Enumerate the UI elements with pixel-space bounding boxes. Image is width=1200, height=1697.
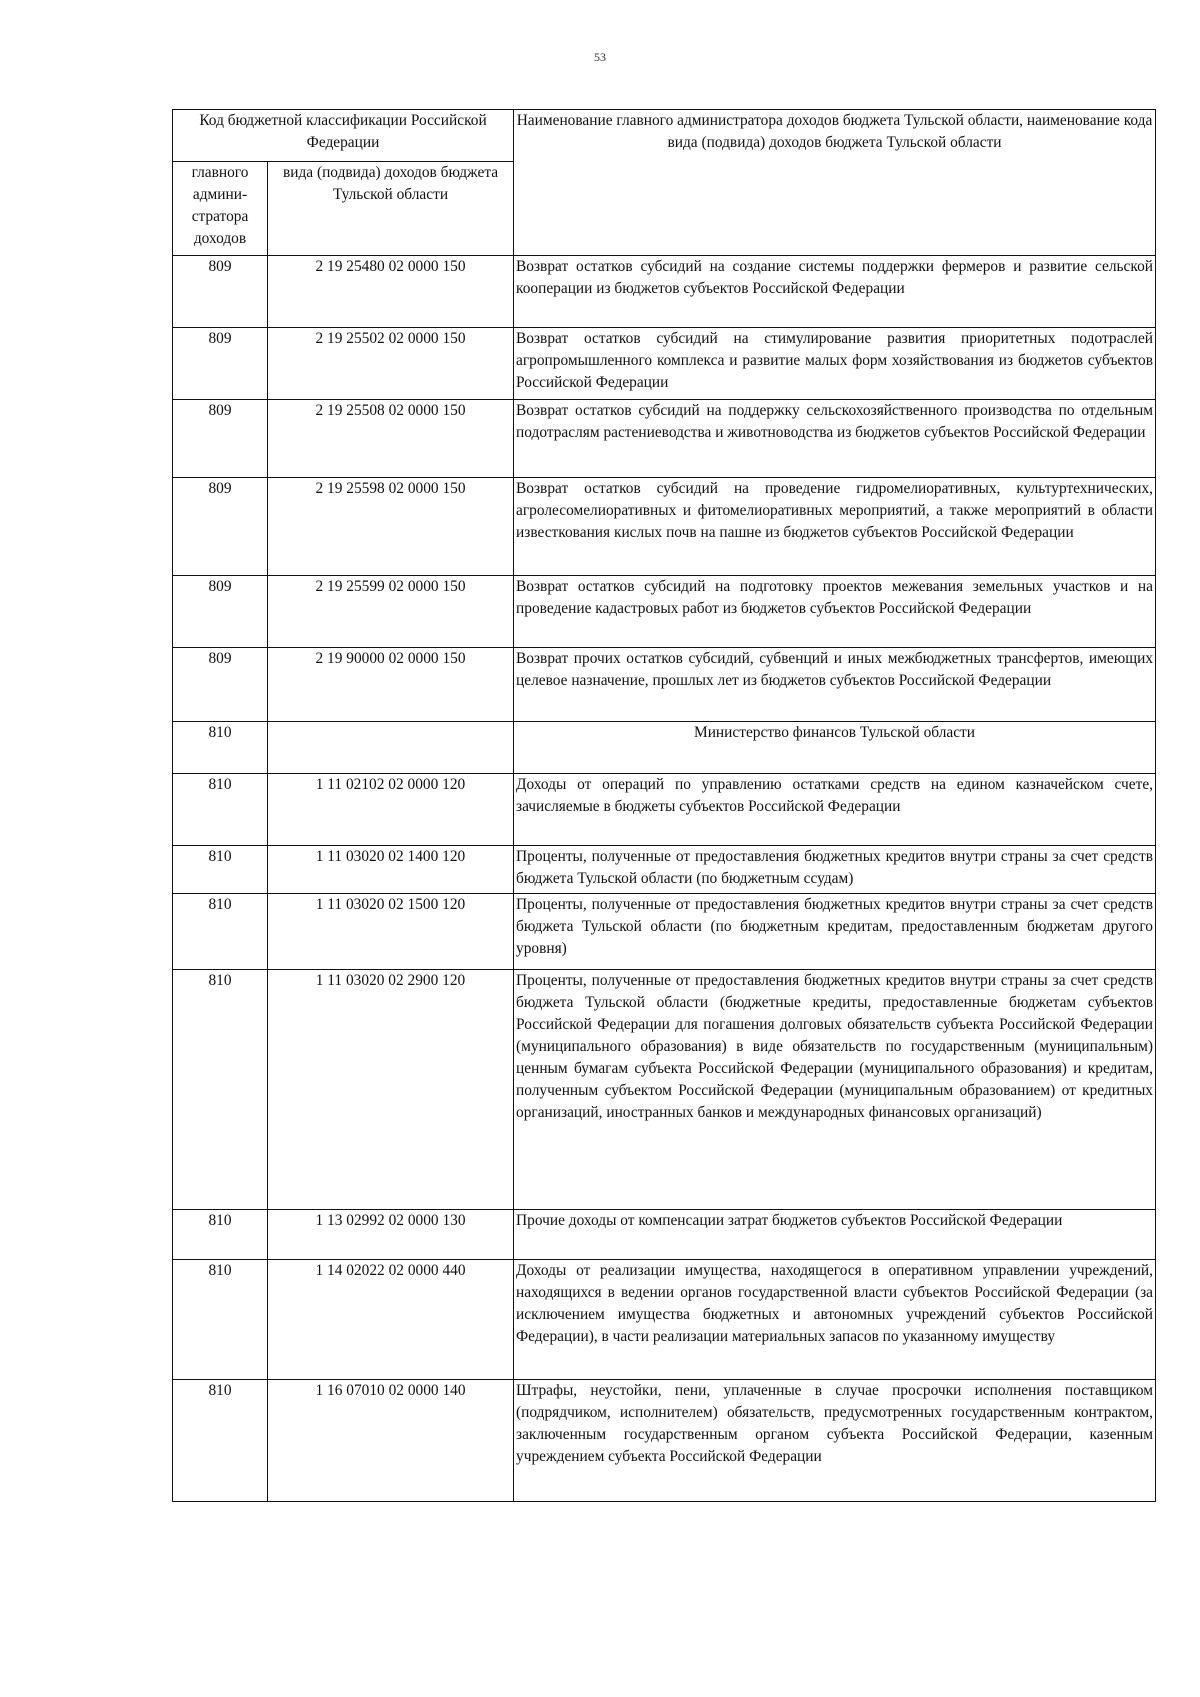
table-row	[173, 648, 1156, 722]
table-row	[173, 576, 1156, 648]
admin-code: 809	[173, 576, 268, 648]
income-code: 1 16 07010 02 0000 140	[268, 1380, 514, 1502]
income-code: 2 19 25598 02 0000 150	[268, 478, 514, 576]
table-row	[173, 256, 1156, 328]
administrator-name: Министерство финансов Тульской области	[514, 722, 1156, 774]
income-name: Штрафы, неустойки, пени, уплаченные в случае просрочки исполнения поставщиком (подрядчиком, исполнителем) обязательств, предусмотренных государственным контрактом, заключенным государственным органом субъекта Российской Федерации, казенным учреждением субъекта Российской Федерации	[514, 1380, 1156, 1502]
page-number: 53	[594, 50, 606, 64]
income-code: 1 11 03020 02 1400 120	[268, 846, 514, 894]
admin-code: 809	[173, 400, 268, 478]
budget-classification-table	[172, 109, 1156, 1502]
table-row	[173, 970, 1156, 1210]
income-name: Прочие доходы от компенсации затрат бюджетов субъектов Российской Федерации	[514, 1210, 1156, 1260]
income-name: Возврат прочих остатков субсидий, субвенций и иных межбюджетных трансфертов, имеющих целевое назначение, прошлых лет из бюджетов субъектов Российской Федерации	[514, 648, 1156, 722]
admin-code: 809	[173, 478, 268, 576]
income-code: 1 11 03020 02 2900 120	[268, 970, 514, 1210]
income-code: 1 13 02992 02 0000 130	[268, 1210, 514, 1260]
table-row	[173, 894, 1156, 970]
income-code: 1 11 03020 02 1500 120	[268, 894, 514, 970]
income-name: Доходы от операций по управлению остатками средств на едином казначейском счете, зачисляемые в бюджеты субъектов Российской Федерации	[514, 774, 1156, 846]
income-code: 2 19 25599 02 0000 150	[268, 576, 514, 648]
income-name: Проценты, полученные от предоставления бюджетных кредитов внутри страны за счет средств бюджета Тульской области (бюджетные кредиты, предоставленные бюджетам субъектов Российской Федерации для погашения долговых обязательств субъекта Российской Федерации (муниципального образования) в виде обязательств по государственным (муниципальным) ценным бумагам субъекта Российской Федерации (муниципального образования) и кредитам, полученным субъектом Российской Федерации (муниципальным образованием) от кредитных организаций, иностранных банков и международных финансовых организаций)	[514, 970, 1156, 1210]
income-name: Доходы от реализации имущества, находящегося в оперативном управлении учреждений, находящихся в ведении органов государственной власти субъектов Российской Федерации (за исключением имущества бюджетных и автономных учреждений субъектов Российской Федерации), в части реализации материальных запасов по указанному имуществу	[514, 1260, 1156, 1380]
admin-code: 809	[173, 328, 268, 400]
header-admin-column: главного админи-стратора доходов	[173, 162, 268, 256]
income-code: 2 19 25502 02 0000 150	[268, 328, 514, 400]
income-name: Проценты, полученные от предоставления бюджетных кредитов внутри страны за счет средств бюджета Тульской области (по бюджетным кредитам, предоставленным бюджетам другого уровня)	[514, 894, 1156, 970]
income-name: Проценты, полученные от предоставления бюджетных кредитов внутри страны за счет средств бюджета Тульской области (по бюджетным ссудам)	[514, 846, 1156, 894]
table-row	[173, 1260, 1156, 1380]
admin-code: 810	[173, 1210, 268, 1260]
table-row	[173, 1380, 1156, 1502]
income-name: Возврат остатков субсидий на поддержку сельскохозяйственного производства по отдельным подотраслям растениеводства и животноводства из бюджетов субъектов Российской Федерации	[514, 400, 1156, 478]
income-code: 1 14 02022 02 0000 440	[268, 1260, 514, 1380]
header-code-column: вида (подвида) доходов бюджета Тульской области	[268, 162, 514, 256]
table-row-section	[173, 722, 1156, 774]
income-code: 2 19 25508 02 0000 150	[268, 400, 514, 478]
income-name: Возврат остатков субсидий на подготовку проектов межевания земельных участков и на проведение кадастровых работ из бюджетов субъектов Российской Федерации	[514, 576, 1156, 648]
income-code: 1 11 02102 02 0000 120	[268, 774, 514, 846]
table-row	[173, 328, 1156, 400]
header-code-group: Код бюджетной классификации Российской Федерации	[173, 110, 514, 162]
income-code: 2 19 25480 02 0000 150	[268, 256, 514, 328]
header-name: Наименование главного администратора доходов бюджета Тульской области, наименование кода вида (подвида) доходов бюджета Тульской области	[514, 110, 1156, 256]
table-row	[173, 478, 1156, 576]
table-row	[173, 774, 1156, 846]
table-row	[173, 1210, 1156, 1260]
income-name: Возврат остатков субсидий на создание системы поддержки фермеров и развитие сельской кооперации из бюджетов субъектов Российской Федерации	[514, 256, 1156, 328]
admin-code: 810	[173, 774, 268, 846]
income-code: 2 19 90000 02 0000 150	[268, 648, 514, 722]
admin-code: 809	[173, 648, 268, 722]
admin-code: 809	[173, 256, 268, 328]
admin-code: 810	[173, 1260, 268, 1380]
admin-code: 810	[173, 894, 268, 970]
admin-code: 810	[173, 722, 268, 774]
income-code	[268, 722, 514, 774]
admin-code: 810	[173, 846, 268, 894]
table-row	[173, 846, 1156, 894]
income-name: Возврат остатков субсидий на проведение гидромелиоративных, культуртехнических, агролесомелиоративных и фитомелиоративных мероприятий, а также мероприятий в области известкования кислых почв на пашне из бюджетов субъектов Российской Федерации	[514, 478, 1156, 576]
admin-code: 810	[173, 970, 268, 1210]
admin-code: 810	[173, 1380, 268, 1502]
table-row	[173, 400, 1156, 478]
income-name: Возврат остатков субсидий на стимулирование развития приоритетных подотраслей агропромышленного комплекса и развитие малых форм хозяйствования из бюджетов субъектов Российской Федерации	[514, 328, 1156, 400]
